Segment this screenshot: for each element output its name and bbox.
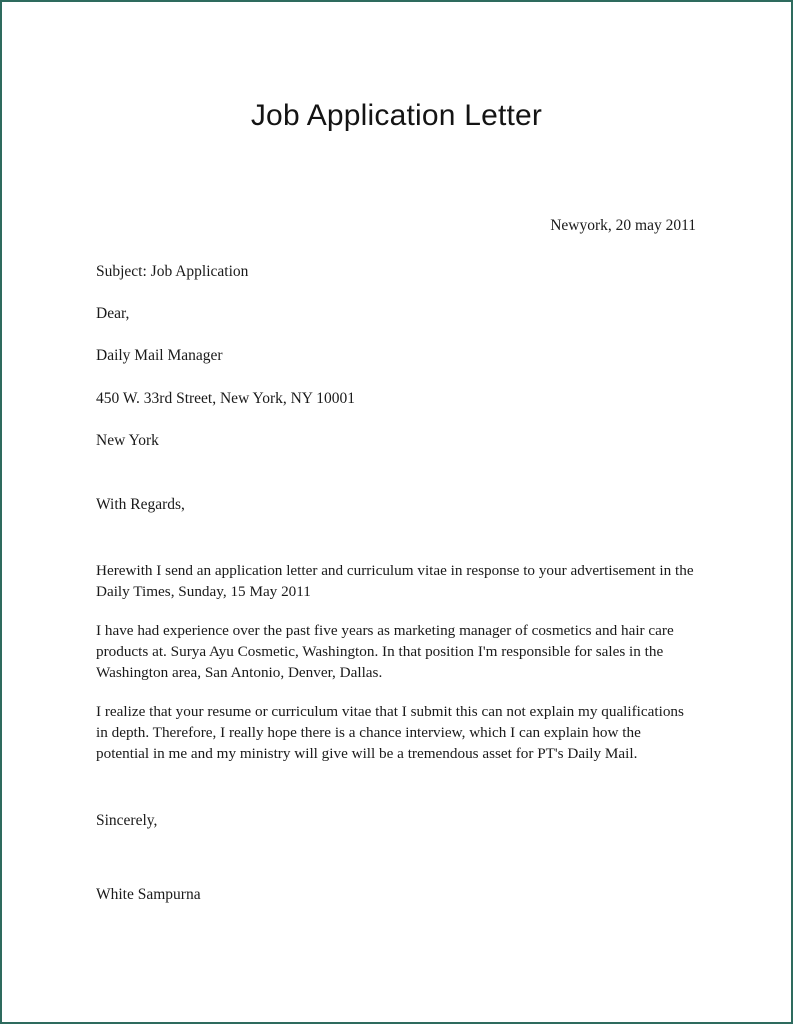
date-line: Newyork, 20 may 2011 (550, 217, 696, 234)
recipient-city-line: New York (96, 431, 159, 449)
letter-paragraph: I have had experience over the past five years as marketing manager of cosmetics and hair care products at. Surya Ayu Cosmetic, Washington. In that position I'm responsible for sales in the Washington area, San Antonio, Denver, Dallas. (96, 621, 674, 681)
letter-paragraphs (96, 561, 696, 765)
regards-line: With Regards, (96, 495, 185, 513)
letter-heading-block (96, 262, 696, 451)
letter-paragraph: I realize that your resume or curriculum vitae that I submit this can not explain my qualifications in depth. Therefore, I really hope there is a chance interview, which I can explain how the potential in me and my ministry will give will be a tremendous asset for PT's Daily Mail. (96, 702, 684, 762)
signature-name: White Sampurna (96, 885, 201, 903)
document-sheet (2, 2, 791, 1022)
recipient-name-line: Daily Mail Manager (96, 347, 223, 365)
salutation-line: Dear, (96, 305, 130, 323)
page-title: Job Application Letter (250, 99, 543, 132)
letter-paragraph: Herewith I send an application letter and curriculum vitae in response to your advertisement in the Daily Times, Sunday, 15 May 2011 (96, 561, 694, 600)
subject-line: Subject: Job Application (96, 263, 249, 281)
closing-line: Sincerely, (96, 811, 158, 829)
letter-body (96, 216, 696, 905)
recipient-address-line: 450 W. 33rd Street, New York, NY 10001 (96, 389, 356, 407)
